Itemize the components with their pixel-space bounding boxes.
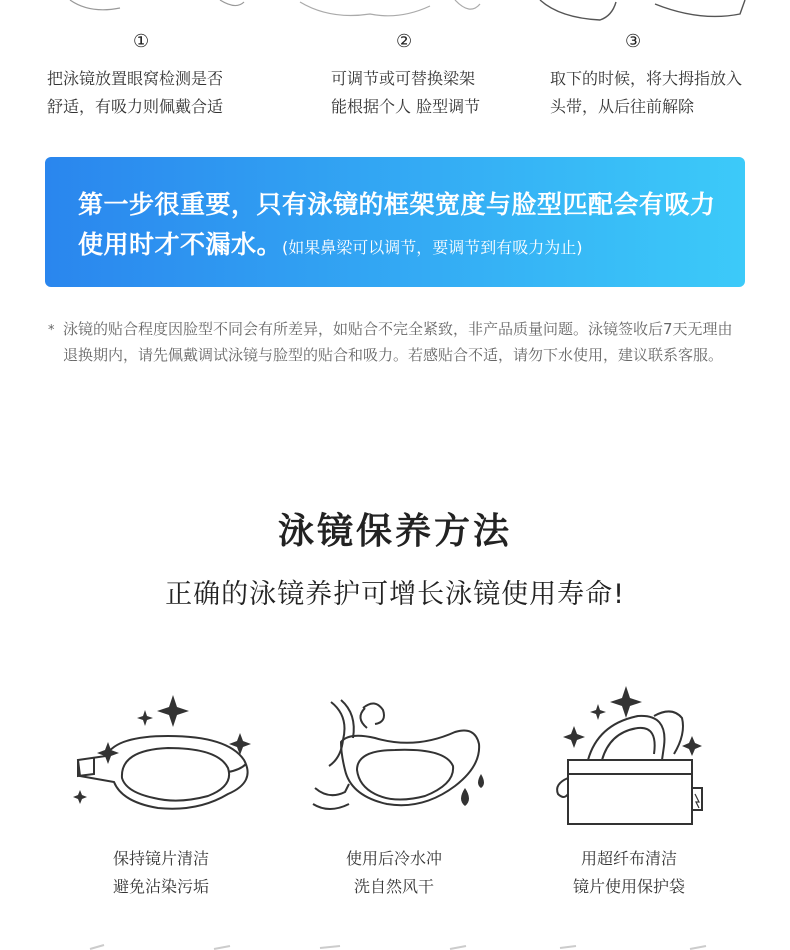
care-item-1-caption	[88, 845, 234, 901]
care-item-2-caption	[319, 845, 469, 901]
bottom-edge-fragments	[0, 940, 790, 950]
banner-line-2	[78, 225, 745, 268]
rinse-goggle-icon	[305, 692, 495, 822]
note-asterisk: *	[48, 323, 55, 338]
care-item-2-line-2: 洗自然风干	[353, 877, 434, 896]
care-item-3-caption	[549, 845, 709, 901]
care-item-3-line-2: 镜片使用保护袋	[572, 877, 685, 896]
step-2-line-1: 可调节或可替换梁架	[331, 69, 476, 88]
step-3-text	[550, 65, 742, 121]
step-2-line-2: 能根据个人 脸型调节	[331, 97, 481, 116]
step-2-number: ②	[396, 31, 413, 52]
step-1-number: ①	[133, 31, 150, 52]
care-section-title: 泳镜保养方法	[277, 511, 512, 552]
note-text: 泳镜的贴合程度因脸型不同会有所差异，如贴合不完全紧致，非产品质量问题。泳镜签收后7天无理由退换期内，请先佩戴调试泳镜与脸型的贴合和吸力。若感贴合不适，请勿下水使用，建议联系客服。	[63, 320, 733, 364]
step-1-line-1: 把泳镜放置眼窝检测是否	[47, 69, 224, 88]
step-2-text	[331, 65, 480, 121]
step-3-line-2: 头带，从后往前解除	[550, 97, 695, 116]
banner-line-2-main: 使用时才不漏水。	[78, 230, 283, 259]
care-item-3-line-1: 用超纤布清洁	[580, 849, 677, 868]
step-1-line-2: 舒适，有吸力则佩戴合适	[47, 97, 224, 116]
step-3-line-1: 取下的时候，将大拇指放入	[550, 69, 743, 88]
step-3-number: ③	[625, 31, 642, 52]
care-item-1-line-1: 保持镜片清洁	[112, 849, 209, 868]
storage-pouch-icon	[542, 684, 732, 829]
banner-note: (如果鼻梁可以调节，要调节到有吸力为止)	[282, 238, 583, 257]
banner-line-1: 第一步很重要，只有泳镜的框架宽度与脸型匹配会有吸力	[78, 190, 716, 219]
top-illustration-fragments	[0, 0, 790, 30]
care-section-subtitle: 正确的泳镜养护可增长泳镜使用寿命!	[165, 579, 625, 610]
fit-disclaimer	[48, 316, 738, 368]
sparkling-goggle-icon	[68, 690, 258, 820]
care-item-2-line-1: 使用后冷水冲	[345, 849, 442, 868]
important-banner	[45, 157, 745, 287]
step-1-text	[47, 65, 223, 121]
care-item-1-line-2: 避免沾染污垢	[112, 877, 209, 896]
